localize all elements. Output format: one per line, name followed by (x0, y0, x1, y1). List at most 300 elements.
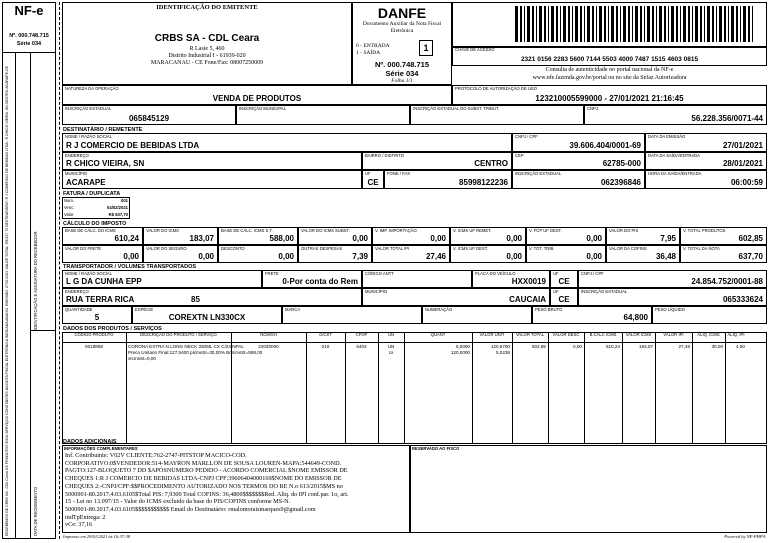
imposto-label: VALOR DO ICMS (146, 228, 179, 233)
produtos-col-divider (622, 332, 623, 444)
info-line: CORPORATIVO:0$VENDEDOR:514-MAYRON MARLLON DE SOUSA LOUREN-MAPA:544649-COND. (65, 459, 342, 467)
info-line: Inf. Contribuinte: V02V CLIENTE:762-2747-PITSTOP MACICO-COD. (65, 452, 247, 459)
barcode-bar (587, 6, 590, 42)
protocolo-label: PROTOCOLO DE AUTORIZAÇÃO DE USO (455, 86, 537, 91)
transp-cnpj-label: CNPJ / CPF (581, 271, 604, 276)
produtos-item-cell: 4,50 (736, 344, 745, 349)
dest-emissao-label: DATA DA EMISSÃO (648, 134, 686, 139)
ie-value: 065845129 (128, 114, 170, 123)
chave-consulta2: www.nfe.fazenda.gov.br/portal ou no site da Sefaz Autorizadora (532, 75, 687, 81)
barcode-bar (544, 6, 546, 42)
transp-pesobruto-value: 64,800 (623, 313, 648, 322)
barcode-bar (580, 6, 582, 42)
imposto-field (218, 245, 298, 263)
chave-label: CHAVE DE ACESSO (455, 47, 495, 52)
dest-hora-field (645, 170, 767, 189)
barcode-bar (683, 6, 686, 42)
barcode-bar (644, 6, 645, 42)
fatura-section-title: FATURA / DUPLICATA (63, 191, 121, 197)
dest-municipio-label: MUNICÍPIO (65, 171, 88, 176)
barcode-bar (640, 6, 642, 42)
transp-municipio-label: MUNICÍPIO (365, 289, 388, 294)
barcode-bar (551, 6, 554, 42)
danfe-tipo-box: 1 (419, 40, 433, 56)
barcode-bar (635, 6, 638, 42)
produtos-col-divider (725, 332, 726, 444)
info-line: PAGTO:127-BLOQUETO 7 DD $APÓSNUMERO PEDIDO - ACORDO COMERCIAL $NOME EMISSOR DE (65, 467, 348, 475)
dest-cnpj-field (512, 133, 645, 152)
barcode-bar (520, 6, 522, 42)
transp-ie-label: INSCRIÇÃO ESTADUAL (581, 289, 628, 294)
imposto-field (62, 245, 143, 263)
produtos-header-divider (62, 342, 767, 343)
cnpj-emit-value: 56.228.356/0071-44 (691, 114, 763, 123)
dest-fone-value: 85998122236 (459, 178, 508, 187)
imposto-field (143, 227, 218, 245)
barcode-bar (568, 6, 570, 42)
imposto-field (143, 245, 218, 263)
info-line: 5000901-80.2017.4.03.6105$$$$$$$$$$$ Email do Destinatário: rmalomoraismarques9@gmail.com (65, 505, 316, 513)
transp-uf2-field (550, 288, 578, 306)
produtos-col-divider (512, 332, 513, 444)
imposto-field (606, 227, 680, 245)
dest-endereco-field (62, 152, 362, 170)
barcode-bar (748, 6, 750, 42)
transp-numeracao-field (422, 306, 532, 324)
produtos-item-cell: 30,00 (711, 344, 723, 349)
produtos-header-cell: VALOR DESC (552, 332, 580, 337)
info-line: CHEQUES 1:R J COMERCIO DE BEBIDAS LTDA-CNPJ CPF:39606404000169$NOME DO EMISSOR DE (65, 475, 342, 483)
transp-especie-field (132, 306, 282, 324)
dest-saida-field (645, 152, 767, 170)
imposto-value: 637,70 (738, 252, 763, 261)
transp-numero-value: 85 (191, 295, 200, 304)
imposto-label: VALOR DO ICMS SUBST. (301, 228, 350, 233)
transp-nome-value: L G DA CUNHA EPP (66, 277, 142, 286)
produtos-item-cell: 183,07 (638, 344, 653, 349)
danfe-serie: Série 034 (385, 69, 419, 78)
protocolo-field (452, 85, 767, 105)
transp-endereco-label: ENDEREÇO (65, 289, 89, 294)
transp-antt-field (362, 270, 472, 288)
produtos-header-cell: ALÍQ. IPI (727, 332, 745, 337)
transp-frete-label: FRETE (265, 271, 279, 276)
cnpj-emit-label: CNPJ (587, 106, 598, 111)
produtos-header-cell: VALOR TOTAL (515, 332, 545, 337)
barcode-bar (616, 6, 618, 42)
dest-fone-label: FONE / FAX (387, 171, 411, 176)
imposto-value: 0,00 (430, 234, 446, 243)
emitente-section-title: IDENTIFICAÇÃO DO EMITENTE (156, 4, 258, 11)
produtos-header-cell: CFOP (355, 332, 368, 337)
barcode-bar (707, 6, 710, 42)
produtos-header-cell: ALÍQ. ICMS (697, 332, 720, 337)
dest-endereco-label: ENDEREÇO (65, 153, 89, 158)
transp-placa-label: PLACA DO VEÍCULO (475, 271, 516, 276)
transp-uf-field (550, 270, 578, 288)
dest-emissao-field (645, 133, 767, 152)
canhoto-data-recebimento: DATA DE RECEBIMENTO (33, 486, 38, 536)
imposto-label: DESCONTO (221, 246, 245, 251)
natureza-label: NATUREZA DA OPERAÇÃO (65, 86, 119, 91)
barcode-bar (712, 6, 714, 42)
cnpj-emit-field (584, 105, 767, 125)
imposto-label: VALOR DO SEGURO (146, 246, 187, 251)
imposto-label: OUTRAS DESPESAS (301, 246, 343, 251)
barcode-bar (563, 6, 566, 42)
im-label: INSCRIÇÃO MUNICIPAL (239, 106, 286, 111)
barcode-bar (620, 6, 621, 42)
ie-field (62, 105, 236, 125)
transp-uf2-value: CE (558, 295, 570, 304)
imposto-value: 183,07 (189, 234, 214, 243)
transp-qtd-field (62, 306, 132, 324)
produtos-col-divider (548, 332, 549, 444)
imposto-label: VALOR DO PIS (609, 228, 639, 233)
dest-ie-label: INSCRIÇÃO ESTADUAL (515, 171, 562, 176)
imposto-label: BASE DE CÁLC. ICMS S.T. (221, 228, 273, 233)
destinatario-section-title: DESTINATÁRIO / REMETENTE (63, 127, 143, 133)
imposto-label: VALOR TOTAL IPI (375, 246, 410, 251)
dest-municipio-field (62, 170, 362, 189)
transp-especie-label: ESPÉCIE (135, 307, 154, 312)
transp-endereco-field (62, 288, 362, 306)
dest-endereco-value: R CHICO VIEIRA, SN (66, 159, 145, 168)
im-field (236, 105, 410, 125)
produtos-header-cell: VALOR ICMS (625, 332, 652, 337)
imposto-field (606, 245, 680, 263)
imposto-label: V. ICMS UF DEST. (453, 246, 488, 251)
imposto-field (298, 245, 372, 263)
imposto-label: V. ICMS UF REMET. (453, 228, 492, 233)
barcode-bar (575, 6, 578, 42)
barcode-bar (611, 6, 614, 42)
imposto-label: V. TOTAL DA NOTA (683, 246, 720, 251)
produtos-item-cell: 0018858 (85, 344, 103, 349)
barcode-bar (731, 6, 734, 42)
produtos-header-cell: UN (387, 332, 395, 337)
info-line: 15 - Lei no 13.097/15 - Valor do ICMS excluido da base do PIS/COFINS conforme MS-N. (65, 498, 291, 506)
transportador-section-title: TRANSPORTADOR / VOLUMES TRANSPORTADOS (63, 264, 197, 270)
produtos-header-cell: DESCRIÇÃO DO PRODUTO / SERVIÇO (140, 332, 217, 337)
imposto-field (450, 227, 526, 245)
produtos-col-divider (472, 332, 473, 444)
danfe-entrada: 0 - ENTRADA (356, 43, 390, 49)
dest-fone-field (384, 170, 512, 189)
imposto-value: 0,00 (586, 234, 602, 243)
dest-saida-value: 28/01/2021 (722, 159, 763, 168)
imposto-field (526, 227, 606, 245)
imposto-field (372, 227, 450, 245)
dest-bairro-label: BAIRRO / DISTRITO (365, 153, 405, 158)
chave-value: 2321 0156 2283 5600 7144 5503 4000 7487 1515 4603 0815 (520, 56, 699, 63)
transp-uf-label: UF (553, 271, 559, 276)
produtos-header-cell: VALOR UNIT (479, 332, 505, 337)
barcode-bar (532, 6, 534, 42)
transp-cnpj-value: 24.854.752/0001-88 (691, 277, 763, 286)
transp-nome-label: NOME / RAZÃO SOCIAL (65, 271, 113, 276)
danfe-saida: 1 - SAÍDA (356, 50, 381, 56)
transp-marca-label: MARCA (285, 307, 301, 312)
imposto-field (218, 227, 298, 245)
fatura-venc-label: Venc. (64, 205, 75, 210)
danfe-title: DANFE (377, 5, 427, 21)
dest-hora-value: 06:00:59 (730, 178, 763, 187)
barcode-bar (524, 6, 525, 42)
produtos-header-cell: VALOR IPI (663, 332, 684, 337)
barcode-bar (527, 6, 530, 42)
canhoto-numero: Nº. 000.748.715 (9, 33, 49, 39)
dest-cep-label: CEP (515, 153, 524, 158)
fatura-num-label: Num. (64, 198, 75, 203)
barcode (515, 6, 755, 42)
emitente-address1: R Lasie 5, 460 (189, 46, 225, 52)
transp-placa-field (472, 270, 550, 288)
canhoto-stub (2, 2, 56, 539)
transp-qtd-value: 5 (94, 313, 100, 322)
dest-emissao-value: 27/01/2021 (722, 141, 763, 150)
barcode-bar (724, 6, 726, 42)
transp-frete-field (262, 270, 362, 288)
imposto-value: 0,00 (506, 234, 522, 243)
danfe-folha: Folha 1/1 (391, 78, 413, 84)
danfe-subtitle: Documento Auxiliar da Nota Fiscal Eletrônica (362, 21, 442, 34)
iest-field (410, 105, 584, 125)
barcode-bar (608, 6, 609, 42)
canhoto-sig-line (30, 330, 56, 331)
imposto-value: 36,48 (655, 252, 676, 261)
fatura-valor-label: Valor (64, 212, 74, 217)
transp-pesobruto-label: PESO BRUTO (535, 307, 563, 312)
dest-bairro-value: CENTRO (474, 159, 508, 168)
imposto-value: 27,46 (425, 252, 446, 261)
produtos-item-cell: CORONA EXTRA N LONG NECK 330ML CX C/24 NPAL (128, 344, 244, 349)
produtos-col-divider (126, 332, 127, 444)
produtos-item-cell: 5403 (356, 344, 367, 349)
barcode-bar (536, 6, 537, 42)
barcode-bar (623, 6, 626, 42)
imposto-field (372, 245, 450, 263)
dest-bairro-field (362, 152, 512, 170)
adicionais-section-title: DADOS ADICIONAIS (63, 439, 117, 445)
barcode-bar (572, 6, 573, 42)
imposto-field (298, 227, 372, 245)
barcode-bar (652, 6, 654, 42)
canhoto-col-line-2 (30, 52, 31, 539)
barcode-bar (659, 6, 662, 42)
barcode-bar (515, 6, 518, 42)
emitente-name: CRBS SA - CDL Ceara (154, 33, 260, 44)
imposto-field (680, 245, 767, 263)
imposto-value: 7,39 (352, 252, 368, 261)
produtos-item-cell: 27,46 (678, 344, 690, 349)
imposto-section-title: CÁLCULO DO IMPOSTO (63, 221, 127, 227)
produtos-item-cell: 0,00 (573, 344, 582, 349)
dest-cnpj-label: CNPJ / CPF (515, 134, 538, 139)
fatura-venc: 04/02/2021 (107, 205, 128, 210)
barcode-bar (599, 6, 602, 42)
info-line: vCe: 37,16 (65, 521, 93, 529)
emitente-address3: MARACANAU - CE Fone/Fax: 08007250009 (150, 60, 264, 66)
dest-nome-field (62, 133, 512, 152)
transp-pesoliquido-field (652, 306, 767, 324)
barcode-bar (560, 6, 561, 42)
emitente-address2: Distrito Industrial I - 61939-020 (168, 53, 246, 59)
info-label: INFORMAÇÕES COMPLEMENTARES (64, 446, 138, 451)
transp-municipio-value: CAUCAIA (509, 295, 546, 304)
barcode-bar (671, 6, 674, 42)
imposto-label: V. IMP. IMPORTAÇÃO (375, 228, 417, 233)
barcode-bar (680, 6, 681, 42)
produtos-header-cell: B.CÁLC ICMS (589, 332, 617, 337)
canhoto-nfe-label: NF-e (14, 3, 44, 18)
produtos-item-cell: 5,0000 (455, 344, 470, 349)
dest-uf-field (362, 170, 384, 189)
transp-nome-field (62, 270, 262, 288)
produtos-item-cell: cx (388, 350, 394, 355)
info-line: CHEQUES 2:-CNPJ/CPF:$$PROCEDIMENTO AUTORIZADO NOS TERMOS DO RE N.o 613/2015$MS no (65, 482, 343, 490)
fatura-num: 001 (121, 198, 128, 203)
footer-impresso: Impresso em 29/01/2021 às 16:37:38 (63, 534, 131, 539)
barcode-bar (676, 6, 678, 42)
dest-ie-field (512, 170, 645, 189)
barcode-bar (700, 6, 702, 42)
imposto-field (62, 227, 143, 245)
transp-uf2-label: UF (553, 289, 559, 294)
barcode-bar (592, 6, 594, 42)
barcode-bar (604, 6, 606, 42)
imposto-value: 0,00 (352, 234, 368, 243)
dest-ie-value: 062396846 (600, 178, 641, 187)
barcode-bar (716, 6, 717, 42)
produtos-item-cell: 120,5700 (490, 344, 510, 349)
barcode-bar (548, 6, 549, 42)
ie-label: INSCRIÇÃO ESTADUAL (65, 106, 112, 111)
imposto-label: VALOR DA COFINS (609, 246, 647, 251)
canhoto-col-line-1 (15, 52, 16, 539)
transp-frete-value: 0-Por conta do Rem (282, 277, 358, 286)
danfe-numero: Nº. 000.748.715 (374, 60, 430, 69)
produtos-col-divider (655, 332, 656, 444)
transp-marca-field (282, 306, 422, 324)
imposto-value: 0,00 (198, 252, 214, 261)
produtos-item-cell: 120,0000 (450, 350, 470, 355)
imposto-value: 0,00 (586, 252, 602, 261)
produtos-item-cell: 010 (321, 344, 330, 349)
produtos-section-title: DADOS DOS PRODUTOS / SERVIÇOS (63, 326, 162, 332)
produtos-col-divider (378, 332, 379, 444)
footer-powered: Powered by NF-PHP® (724, 534, 766, 539)
iest-label: INSCRIÇÃO ESTADUAL DO SUBST. TRIBUT. (413, 106, 500, 111)
barcode-bar (719, 6, 722, 42)
produtos-item-cell: 602,85 (531, 344, 546, 349)
produtos-col-divider (345, 332, 346, 444)
barcode-bar (628, 6, 630, 42)
barcode-bar (692, 6, 693, 42)
imposto-value: 588,00 (269, 234, 294, 243)
barcode-bar (728, 6, 729, 42)
info-text (65, 452, 408, 529)
dest-cep-field (512, 152, 645, 170)
barcode-bar (647, 6, 650, 42)
barcode-bar (584, 6, 585, 42)
natureza-value: VENDA DE PRODUTOS (212, 94, 302, 103)
imposto-value: 610,24 (114, 234, 139, 243)
barcode-bar (539, 6, 542, 42)
reservado-label: RESERVADO AO FISCO (412, 446, 460, 451)
produtos-item-cell: 610,24 (605, 344, 620, 349)
reservado-box (410, 445, 767, 533)
barcode-bar (656, 6, 657, 42)
produtos-header-cell: CÓDIGO PRODUTO (74, 332, 114, 337)
dest-uf-value: CE (367, 178, 379, 187)
imposto-value: 7,95 (660, 234, 676, 243)
canhoto-recebemos-text: RECEBEMOS DE CRBS SA - CDL Ceara OS PRODUTOS E/OU SERVIÇOS CONSTANTES DA NOTA FISCAL ELETRÔNICA INDICADA ABAIXO. EMISSÃO: 27/01/2021 VALOR TOTAL: R$ 637,70 DESTINATÁRIO: R J COMERCIO DE BEBIDAS LTDA - R CHICO VIEIRA, SN CENTRO ACARAPE-CE (5, 66, 9, 536)
transp-especie-value: COREXTN LN330CX (168, 313, 246, 322)
imposto-field (526, 245, 606, 263)
transp-endereco-value: RUA TERRA RICA (66, 295, 135, 304)
dest-municipio-value: ACARAPE (66, 178, 106, 187)
info-line: 5000901-80.2017.4.03.6105$Total PIS: 7,9300 Total COFINS: 36,4800$$$$$$$Red. Aliq. do IPI conf.par. 1o, art. (65, 490, 349, 498)
chave-consulta1: Consulta de autenticidade no portal nacional da NF-e (545, 67, 674, 73)
canhoto-serie: Série 034 (16, 41, 42, 47)
imposto-field (450, 245, 526, 263)
barcode-bar (596, 6, 597, 42)
produtos-item-cell: UN (387, 344, 395, 349)
natureza-field (62, 85, 452, 105)
dest-uf-label: UF (365, 171, 371, 176)
info-line: indTpEntrega: 2 (65, 513, 106, 521)
barcode-bar (752, 6, 753, 42)
produtos-item-cell: vIcmsSt=0,00 (128, 356, 156, 361)
produtos-col-divider (404, 332, 405, 444)
fatura-valor: R$ 637,70 (108, 212, 128, 217)
barcode-bar (736, 6, 738, 42)
imposto-field (680, 227, 767, 245)
transp-cnpj-field (578, 270, 767, 288)
barcode-bar (556, 6, 558, 42)
produtos-col-divider (692, 332, 693, 444)
imposto-value: 0,00 (506, 252, 522, 261)
imposto-label: BASE DE CÁLC. DO ICMS (65, 228, 116, 233)
barcode-bar (695, 6, 698, 42)
transp-ie-value: 065333624 (722, 295, 763, 304)
produtos-col-divider (306, 332, 307, 444)
dest-saida-label: DATA DA SAÍDA/ENTRADA (648, 153, 700, 158)
dest-cep-value: 62785-000 (602, 159, 641, 168)
barcode-bar (632, 6, 633, 42)
imposto-label: VALOR DO FRETE (65, 246, 102, 251)
produtos-header-cell: QUANT (430, 332, 446, 337)
dest-nome-value: R J COMERCIO DE BEBIDAS LTDA (66, 141, 200, 150)
dest-hora-label: HORA DA SAÍDA/ENTRADA (648, 171, 702, 176)
imposto-label: V. TOT. TRIB. (529, 246, 555, 251)
barcode-bar (668, 6, 669, 42)
barcode-bar (743, 6, 746, 42)
produtos-item-cell: 22030000 (258, 344, 279, 349)
imposto-value: 0,00 (123, 252, 139, 261)
transp-pesobruto-field (532, 306, 652, 324)
barcode-bar (688, 6, 690, 42)
transp-qtd-label: QUANTIDADE (65, 307, 93, 312)
imposto-label: V. FCP UF DEST. (529, 228, 562, 233)
dest-cnpj-value: 39.606.404/0001-69 (569, 141, 641, 150)
canhoto-divider (2, 52, 56, 53)
protocolo-value: 123210005599000 - 27/01/2021 21:16:45 (535, 94, 684, 103)
produtos-header-cell: O/CST (319, 332, 332, 337)
cut-line (59, 2, 60, 539)
dest-nome-label: NOME / RAZÃO SOCIAL (65, 134, 113, 139)
